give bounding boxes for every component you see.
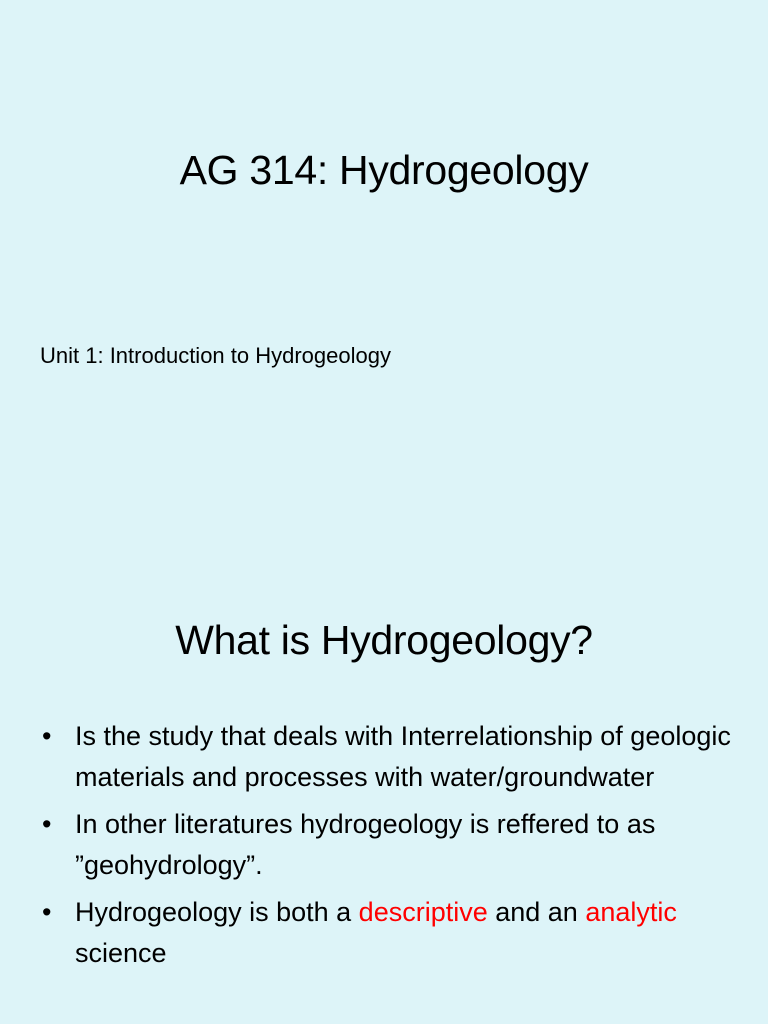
bullet-icon: • bbox=[42, 809, 52, 839]
course-title: AG 314: Hydrogeology bbox=[179, 147, 589, 193]
bullet-list bbox=[0, 716, 768, 980]
emphasis-analytic: analytic bbox=[585, 897, 677, 927]
bullet-icon: • bbox=[42, 721, 52, 751]
definition-slide bbox=[0, 512, 768, 1024]
slide-heading: What is Hydrogeology? bbox=[175, 617, 593, 663]
bullet-item-science-type bbox=[0, 892, 768, 974]
emphasis-descriptive: descriptive bbox=[358, 897, 488, 927]
bullet-item-synonym bbox=[0, 804, 768, 886]
unit-subtitle: Unit 1: Introduction to Hydrogeology bbox=[40, 343, 391, 368]
bullet-text-part: and an bbox=[487, 897, 586, 927]
bullet-icon: • bbox=[42, 897, 52, 927]
bullet-text-part: Hydrogeology is both a bbox=[75, 897, 359, 927]
bullet-text: In other literatures hydrogeology is reffered to as ”geohydrology”. bbox=[75, 809, 656, 880]
bullet-text-part: science bbox=[75, 938, 167, 968]
bullet-item-definition bbox=[0, 716, 768, 798]
bullet-text: Is the study that deals with Interrelationship of geologic materials and processes with water/groundwater bbox=[75, 721, 731, 792]
